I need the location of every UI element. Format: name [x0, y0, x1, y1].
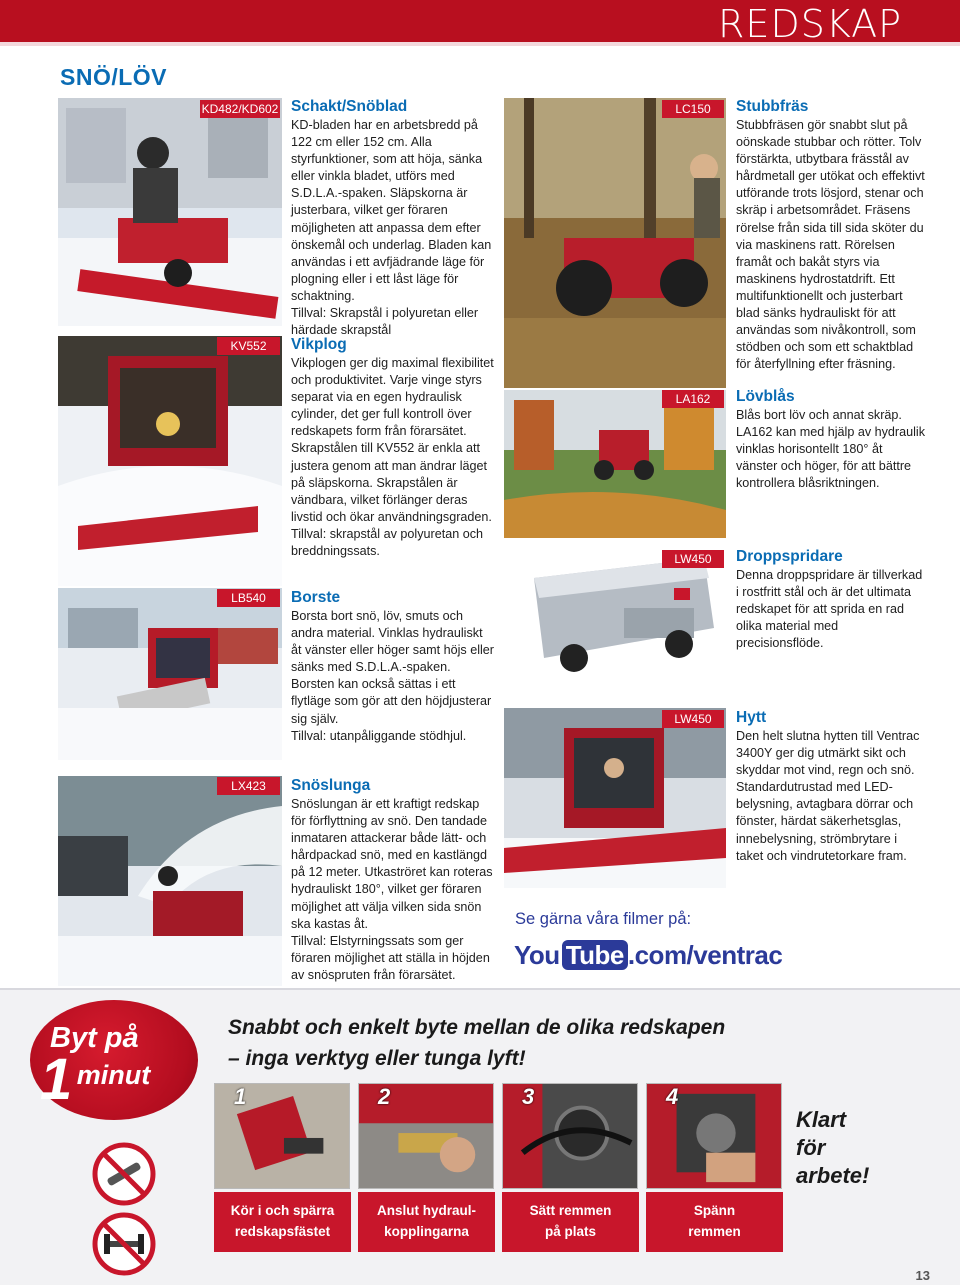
step-caption-3	[502, 1192, 639, 1252]
step-caption-4-line1: Spänn	[693, 1203, 736, 1218]
model-label-lw450-spreader: LW450	[662, 550, 724, 568]
step-caption-4-line2: remmen	[688, 1224, 741, 1239]
model-label-lx423: LX423	[217, 777, 280, 795]
photo-stump-grinder	[504, 98, 726, 388]
photo-spreader	[504, 548, 726, 698]
body-droppspridare: Denna droppspridare är tillverkad i rostfritt stål och är det ultimata redskapet för att sprida en rad olika material med precisionsflöde.	[736, 568, 923, 651]
no-heavy-lift-icon	[92, 1212, 156, 1276]
one-minute-badge-text	[40, 1022, 151, 1112]
step-number-1: 1	[234, 1084, 247, 1109]
extra-snoslunga: Tillval: Elstyrningssats som ger föraren möjlighet att ställa in höjden av snöspruten från förarsätet.	[291, 933, 490, 982]
section-title: REDSKAP	[718, 2, 902, 46]
badge-line1: Byt på	[50, 1022, 139, 1054]
model-label-lc150: LC150	[662, 100, 724, 118]
heading-lovblas: Lövblås	[736, 388, 795, 405]
body-borste: Borsta bort snö, löv, smuts och andra material. Vinklas hydrauliskt åt vänster eller höger samt höjs eller sänks med S.D.L.A.-spaken. Borsten kan också sättas i ett flytläge som gör att den höjdjusterar sig själv.	[291, 609, 494, 726]
heading-snoslunga: Snöslunga	[291, 777, 371, 794]
body-vikplog: Vikplogen ger dig maximal flexibilitet och produktivitet. Varje vinge styrs separat via en egen hydraulisk cylinder, det ger full kontroll över redskapets form från förarsätet. Skrapstålen till KV552 är enkla att justera genom att man ändrar läget på släpskorna. Skrapstålen är vändbara, vilket förlänger deras livstid och ökar användningsgraden.	[291, 356, 494, 524]
step-caption-3-line1: Sätt remmen	[529, 1203, 612, 1218]
youtube-link[interactable]	[514, 940, 782, 971]
text-borste	[291, 588, 496, 745]
text-droppspridare	[736, 547, 926, 652]
heading-hytt: Hytt	[736, 709, 767, 726]
model-label-kv552: KV552	[217, 337, 280, 355]
photo-snow-blade	[58, 98, 282, 326]
page-number: 13	[915, 1268, 930, 1283]
youtube-suffix: .com/ventrac	[627, 940, 783, 970]
video-prompt: Se gärna våra filmer på:	[515, 910, 692, 928]
extra-vikplog: Tillval: skrapstål av polyuretan och breddningssats.	[291, 526, 484, 559]
tagline	[228, 1012, 725, 1074]
step-number-3: 3	[522, 1084, 535, 1109]
model-label-lb540: LB540	[217, 589, 280, 607]
text-lovblas	[736, 387, 926, 492]
photo-snow-plow-cab	[58, 336, 282, 586]
text-vikplog	[291, 335, 496, 560]
step-caption-4	[646, 1192, 783, 1252]
photo-broom	[58, 588, 282, 760]
body-hytt: Den helt slutna hytten till Ventrac 3400Y ger dig utmärkt sikt och skyddar mot vind, regn och snö. Standardutrustad med LED-belysning, avtagbara dörrar och fönster, härdat säkerhetsglas, innebelysning, strömbrytare i taket och vindrutetorkare fram.	[736, 729, 920, 863]
body-stubbfras: Stubbfräsen gör snabbt slut på oönskade stubbar och rötter. Tolv förstärkta, utbytbara frässtål av hårdmetall ger utökat och effektivt utförande trots lösjord, stenar och skräp i arbetsområdet. Fräsens rörelse från sida till sida sköter du via maskinens ratt. Rörelsen framåt och bakåt styrs via maskinens hydrostatdrift. Ett multifunktionellt och justerbart blad sänks hydrauliskt för att användas som nivåkontroll, som stödben och som ett schaktblad för återfyllning efter fräsning.	[736, 118, 925, 372]
heading-stubbfras: Stubbfräs	[736, 98, 809, 115]
badge-number: 1	[40, 1047, 73, 1112]
extra-schakt: Tillval: Skrapstål i polyuretan eller härdade skrapstål	[291, 306, 479, 338]
tagline-line2: – inga verktyg eller tunga lyft!	[228, 1047, 526, 1070]
bottom-band-line	[0, 988, 960, 990]
step-caption-1-line1: Kör i och spärra	[230, 1203, 335, 1218]
youtube-you: You	[514, 940, 560, 970]
step-caption-2-line2: kopplingarna	[384, 1224, 469, 1239]
heading-borste: Borste	[291, 589, 341, 606]
model-label-lw450-cab: LW450	[662, 710, 724, 728]
ready-line1: Klart	[796, 1107, 847, 1132]
step-caption-2	[358, 1192, 495, 1252]
step-number-4: 4	[666, 1084, 679, 1109]
heading-schakt: Schakt/Snöblad	[291, 98, 408, 115]
body-schakt: KD-bladen har en arbetsbredd på 122 cm eller 152 cm. Alla styrfunktioner, som att höja, sänka eller vinkla bladet, utförs med S.D.L.A.-spaken. Släpskorna är justerbara, vilket ger föraren möjligheten att anpassa dem efter önskemål och underlag. Bladen kan användas i ett avfjädrande läge för plogning eller i ett låst läge för schaktning.	[291, 118, 492, 303]
heading-droppspridare: Droppspridare	[736, 548, 843, 565]
step-caption-2-line1: Anslut hydraul-	[376, 1203, 476, 1218]
body-lovblas: Blås bort löv och annat skräp. LA162 kan med hjälp av hydraulik vinklas horisontellt 180° åt vänster och höger, för att bättre kontrollera blåsriktningen.	[736, 408, 926, 491]
text-stubbfras	[736, 97, 926, 373]
body-snoslunga: Snöslungan är ett kraftigt redskap för förflyttning av snö. Den tandade inmataren attackerar både lätt- och hårdpackad snö, med en kastlängd på 12 meter. Utkaströret kan roteras hydrauliskt 180°, vilket ger föraren möjlighet att välja vilken sida snön ska kastas åt.	[291, 797, 493, 931]
step-caption-1-line2: redskapsfästet	[234, 1224, 331, 1239]
photo-cab	[504, 708, 726, 888]
youtube-tube: Tube	[562, 940, 628, 970]
tagline-line1: Snabbt och enkelt byte mellan de olika redskapen	[228, 1016, 726, 1039]
model-label-kd: KD482/KD602	[201, 102, 279, 116]
ready-for-work	[796, 1106, 869, 1190]
heading-vikplog: Vikplog	[291, 336, 347, 353]
badge-line2: minut	[76, 1060, 151, 1091]
photo-snow-blower	[58, 776, 282, 986]
step-number-2: 2	[378, 1084, 391, 1109]
category-title: SNÖ/LÖV	[60, 64, 168, 90]
step-caption-3-line2: på plats	[544, 1224, 596, 1239]
text-snoslunga	[291, 776, 496, 984]
photo-leaf-blower	[504, 390, 726, 538]
ready-line2: för	[796, 1135, 826, 1160]
step-caption-1	[214, 1192, 351, 1252]
extra-borste: Tillval: utanpåliggande stödhjul.	[291, 728, 467, 743]
ready-line3: arbete!	[796, 1163, 870, 1188]
text-schakt	[291, 97, 496, 339]
text-hytt	[736, 708, 926, 865]
model-label-la162: LA162	[662, 390, 724, 408]
no-wrench-icon	[92, 1142, 156, 1206]
